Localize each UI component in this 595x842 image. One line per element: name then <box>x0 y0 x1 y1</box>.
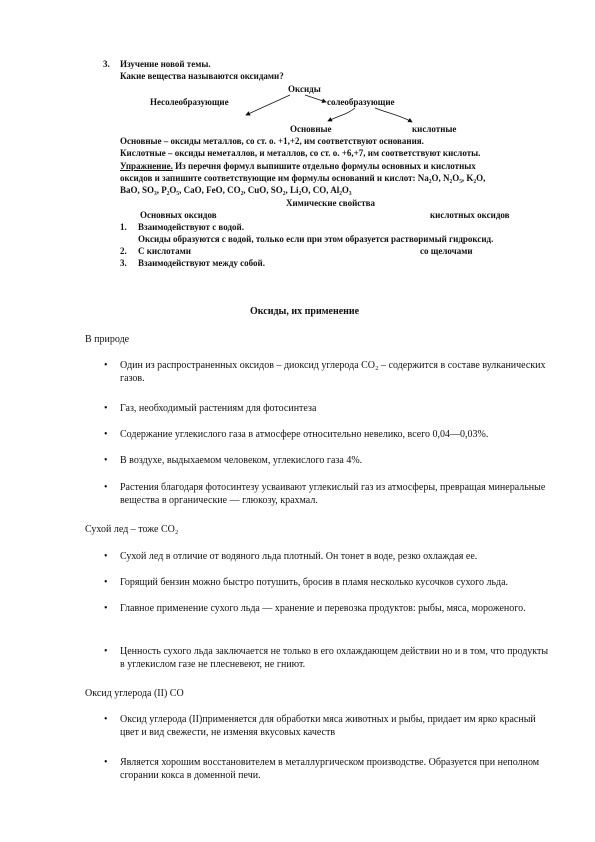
diagram-nonsalt: Несолеобразующие <box>150 97 229 107</box>
diagram-root: Оксиды <box>288 84 321 94</box>
definition-basic: Основные – оксиды металлов, со ст. о. +1,+2, им соответствуют основания. <box>120 136 424 146</box>
list-item: Газ, необходимый растениям для фотосинтеза <box>120 403 317 414</box>
chemical-properties: Химические свойства <box>286 198 376 208</box>
prop-number: 1. <box>120 222 127 232</box>
bullet-icon: • <box>104 757 108 768</box>
list-item: Главное применение сухого льда — хранение и перевозка продуктов: рыбы, мяса, мороженого. <box>120 603 526 614</box>
oxides-question: Какие вещества называются оксидами? <box>120 71 284 81</box>
diagram-acidic: кислотные <box>412 124 457 134</box>
section-heading: Оксид углерода (II) CO <box>85 688 184 699</box>
column-acidic: кислотных оксидов <box>430 210 510 220</box>
list-item: Содержание углекислого газа в атмосфере относительно невелико, всего 0,04—0,03%. <box>120 429 489 440</box>
list-item: Горящий бензин можно быстро потушить, бросив в пламя несколько кусочков сухого льда. <box>120 577 509 588</box>
bullet-icon: • <box>104 577 108 588</box>
exercise-line-1 <box>120 161 476 172</box>
bullet-icon: • <box>104 482 108 493</box>
exercise-line-2: оксидов и запишите соответствующие им формулы оснований и кислот: Na₂O, N₂O₅, K₂O, <box>120 173 486 183</box>
list-item: Оксид углерода (II)применяется для обработки мяса животных и рыбы, придает им ярко красный цвет и вид свежести, не изменяя вкусовых качеств <box>120 714 536 738</box>
arrow-to-salt <box>305 95 326 102</box>
diagram-salt: солеобразующие <box>327 97 395 107</box>
definition-acidic: Кислотные – оксиды неметаллов, и металлов, со ст. о. +6,+7, им соответствуют кислоты. <box>120 148 481 158</box>
section-heading: Сухой лед – тоже CO₂ <box>85 524 179 535</box>
bullet-icon: • <box>104 551 108 562</box>
section-heading: Изучение новой темы. <box>120 59 211 69</box>
section-number: 3. <box>103 59 110 69</box>
list-item: Сухой лед в отличие от водяного льда плотный. Он тонет в воде, резко охлаждая ее. <box>120 551 478 562</box>
list-item: Один из распространенных оксидов – диоксид углерода CO₂ – содержится в составе вулканических газов. <box>120 360 546 384</box>
bullet-icon: • <box>104 714 108 725</box>
prop-text: С кислотами <box>138 246 191 256</box>
bullet-icon: • <box>104 455 108 466</box>
exercise-line-3: BaO, SO₃, P₂O₅, CaO, FeO, CO₂, CuO, SO₂, Li₂O, CO, Al₂O₃ <box>120 185 352 195</box>
prop-text: Оксиды образуются с водой, только если при этом образуется растворимый гидроксид. <box>138 234 494 244</box>
exercise-label: Упражнение. <box>120 161 173 171</box>
prop-number: 2. <box>120 246 127 256</box>
bullet-icon: • <box>104 360 108 371</box>
list-item: В воздухе, выдыхаемом человеком, углекислого газа 4%. <box>120 455 363 466</box>
arrow-to-basic <box>328 108 355 121</box>
arrow-to-acidic <box>375 108 412 122</box>
article-title: Оксиды, их применение <box>250 306 360 317</box>
bullet-icon: • <box>104 429 108 440</box>
column-basic: Основных оксидов <box>140 210 217 220</box>
prop-text: Взаимодействуют между собой. <box>138 258 265 268</box>
bullet-icon: • <box>104 403 108 414</box>
diagram-basic: Основные <box>290 124 332 134</box>
prop-text-right: со щелочами <box>420 246 473 256</box>
list-item: Растения благодаря фотосинтезу усваивают углекислый газ из атмосферы, превращая минеральные вещества в органические — глюкозу, крахмал. <box>120 482 546 506</box>
prop-text: Взаимодействуют с водой. <box>138 222 244 232</box>
list-item: Является хорошим восстановителем в металлургическом производстве. Образуется при неполном сгорании кокса в доменной печи. <box>120 757 540 781</box>
bullet-icon: • <box>104 603 108 614</box>
list-item: Ценность сухого льда заключается не только в его охлаждающем действии но и в том, что продукты в углекислом газе не плесневеют, не гниют. <box>120 646 549 670</box>
arrow-to-nonsalt <box>246 95 290 115</box>
exercise-text: Из перечня формул выпишите отдельно формулы основных и кислотных <box>172 161 476 171</box>
prop-number: 3. <box>120 258 127 268</box>
section-heading: В природе <box>85 334 130 345</box>
bullet-icon: • <box>104 646 108 657</box>
